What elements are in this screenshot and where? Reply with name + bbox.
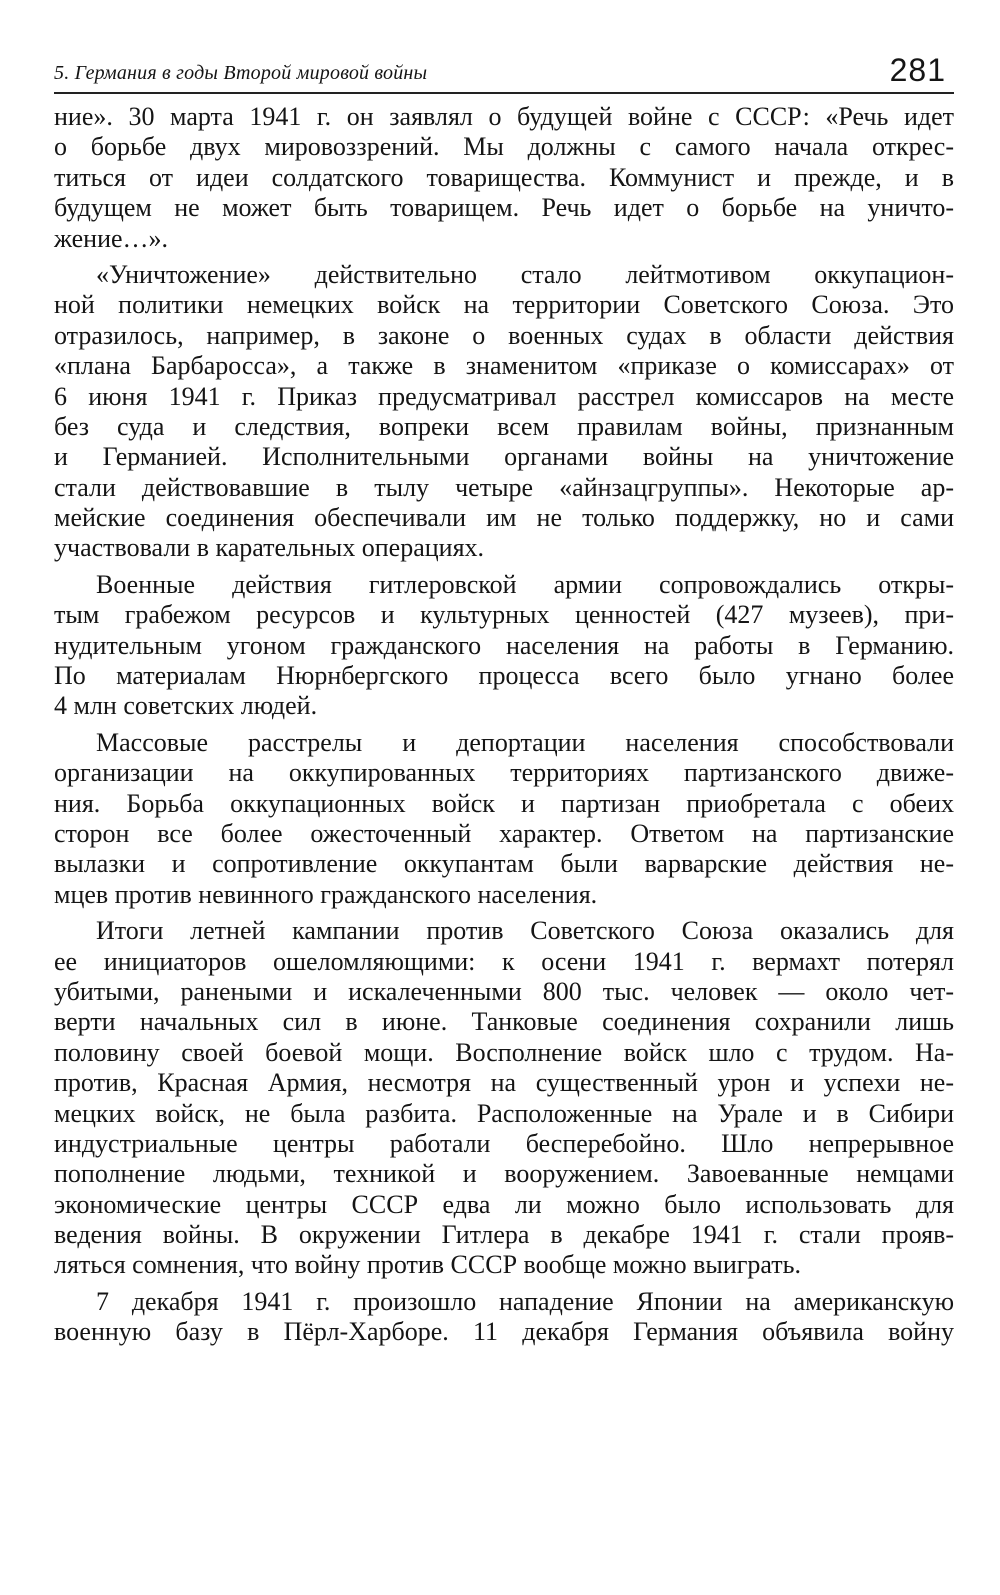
text-line: «плана Барбаросса», а также в знаменитом «приказе о комиссарах» от [54, 351, 954, 381]
text-line: пополнение людьми, техникой и вооружением. Завоеванные немцами [54, 1159, 954, 1189]
paragraph [54, 728, 954, 910]
text-line: против, Красная Армия, несмотря на существенный урон и успехи не- [54, 1068, 954, 1098]
text-line: убитыми, ранеными и искалеченными 800 тыс. человек — около чет- [54, 976, 954, 1006]
text-line: ляться сомнения, что войну против СССР вообще можно выиграть. [54, 1250, 802, 1280]
text-line: стали действовавшие в тылу четыре «айнзацгруппы». Некоторые ар- [54, 472, 954, 502]
text-line: вылазки и сопротивление оккупантам были варварские действия не- [54, 849, 954, 879]
paragraph [54, 260, 954, 564]
page-number: 281 [889, 52, 946, 88]
text-line: нудительным угоном гражданского населения на работы в Германию. [54, 630, 954, 660]
paragraph [54, 570, 954, 722]
text-line: без суда и следствия, вопреки всем правилам войны, признанным [54, 411, 954, 441]
text-line: сторон все более ожесточенный характер. Ответом на партизанские [54, 818, 954, 848]
text-line: военную базу в Пёрл-Харборе. 11 декабря Германия объявила войну [54, 1317, 954, 1347]
text-line: 6 июня 1941 г. Приказ предусматривал расстрел комиссаров на месте [54, 381, 954, 411]
text-line: отразилось, например, в законе о военных судах в области действия [54, 320, 954, 350]
text-line: мейские соединения обеспечивали им не только поддержку, но и сами [54, 503, 954, 533]
running-header [54, 52, 954, 94]
text-line: верти начальных сил в июне. Танковые соединения сохранили лишь [54, 1007, 954, 1037]
text-line: 4 млн советских людей. [54, 691, 318, 721]
text-line: участвовали в карательных операциях. [54, 533, 485, 563]
text-line: ния. Борьба оккупационных войск и партизан приобретала с обеих [54, 788, 954, 818]
book-page [54, 52, 954, 1354]
paragraph [54, 1287, 954, 1348]
text-line: организации на оккупированных территориях партизанского движе- [54, 758, 954, 788]
body-text [54, 102, 954, 1348]
paragraph [54, 916, 954, 1281]
text-line: жение…». [54, 223, 169, 253]
text-line: индустриальные центры работали бесперебойно. Шло непрерывное [54, 1128, 954, 1158]
text-line: «Уничтожение» действительно стало лейтмотивом оккупацион- [96, 259, 954, 289]
text-line: По материалам Нюрнбергского процесса всего было угнано более [54, 661, 954, 691]
text-line: Массовые расстрелы и депортации населения способствовали [96, 727, 954, 757]
text-line: ее инициаторов ошеломляющими: к осени 1941 г. вермахт потерял [54, 946, 954, 976]
text-line: мцев против невинного гражданского населения. [54, 879, 598, 909]
text-line: ние». 30 марта 1941 г. он заявлял о будущей войне с СССР: «Речь идет [54, 102, 954, 131]
text-line: Военные действия гитлеровской армии сопровождались откры- [96, 569, 954, 599]
paragraph [54, 102, 954, 254]
text-line: титься от идеи солдатского товарищества. Коммунист и прежде, и в [54, 162, 954, 192]
text-line: тым грабежом ресурсов и культурных ценностей (427 музеев), при- [54, 600, 954, 630]
text-line: о борьбе двух мировоззрений. Мы должны с самого начала открес- [54, 132, 954, 162]
text-line: ной политики немецких войск на территории Советского Союза. Это [54, 290, 954, 320]
text-line: и Германией. Исполнительными органами войны на уничтожение [54, 442, 954, 472]
text-line: ведения войны. В окружении Гитлера в декабре 1941 г. стали прояв- [54, 1220, 954, 1250]
text-line: 7 декабря 1941 г. произошло нападение Японии на американскую [96, 1286, 954, 1316]
text-line: экономические центры СССР едва ли можно было использовать для [54, 1189, 954, 1219]
running-title: 5. Германия в годы Второй мировой войны [54, 62, 428, 84]
text-line: будущем не может быть товарищем. Речь идет о борьбе на уничто- [54, 193, 954, 223]
text-line: Итоги летней кампании против Советского Союза оказались для [96, 916, 954, 946]
text-line: мецких войск, не была разбита. Расположенные на Урале и в Сибири [54, 1098, 954, 1128]
text-line: половину своей боевой мощи. Восполнение войск шло с трудом. На- [54, 1037, 954, 1067]
